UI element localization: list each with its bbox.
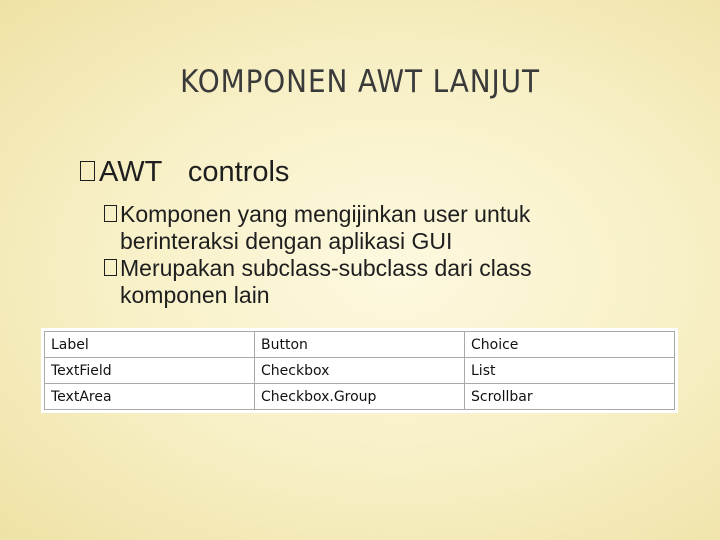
bullet-level1-text: AWT controls <box>99 156 290 188</box>
table-row <box>45 332 675 358</box>
bullet-level2-item <box>104 201 644 255</box>
awt-controls-table <box>44 331 675 410</box>
table-cell: List <box>465 358 675 384</box>
box-glyph-icon <box>104 205 117 222</box>
table-row <box>45 358 675 384</box>
box-glyph-icon <box>104 259 117 276</box>
table-cell: Scrollbar <box>465 384 675 410</box>
table-cell: TextField <box>45 358 255 384</box>
table-cell: TextArea <box>45 384 255 410</box>
table-cell: Checkbox.Group <box>255 384 465 410</box>
bullet-level2-list <box>104 201 644 309</box>
table-cell: Checkbox <box>255 358 465 384</box>
table-row <box>45 384 675 410</box>
bullet-level1 <box>80 156 289 189</box>
box-glyph-icon <box>80 161 95 181</box>
bullet-level2-text: Merupakan subclass-subclass dari class komponen lain <box>120 255 532 308</box>
table-cell: Choice <box>465 332 675 358</box>
table-cell: Label <box>45 332 255 358</box>
bullet-level2-item <box>104 255 644 309</box>
bullet-level2-text: Komponen yang mengijinkan user untuk berinteraksi dengan aplikasi GUI <box>120 201 531 254</box>
slide-title: KOMPONEN AWT LANJUT <box>180 64 540 100</box>
table-cell: Button <box>255 332 465 358</box>
